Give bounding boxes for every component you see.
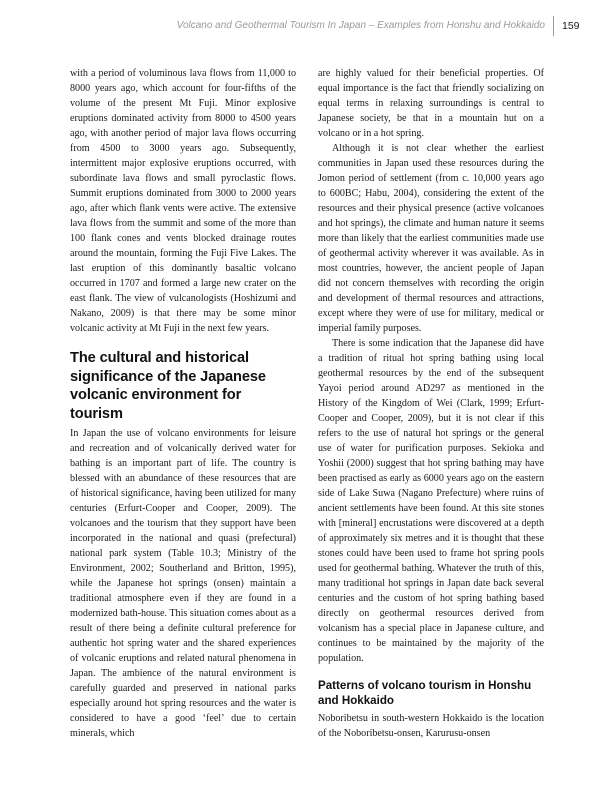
left-column bbox=[70, 66, 296, 741]
paragraph-fuji-history: with a period of voluminous lava flows from 11,000 to 8000 years ago, which account for four-fifths of the volume of the present Mt Fuji. Minor explosive eruptions dominated activity from 8000 to 4500 years ago, with another period of major lava flows occurring from 4500 to 3000 years ago. Subsequently, intermittent major explosive eruptions occurred, with subordinate lava flows and small pyroclastic flows. Summit eruptions dominated from 3000 to 2000 years ago, after which flank vents were active. The extensive lava flows from the summit and some of the more than 100 flank cones and vents blocked drainage routes around the mountain, forming the Fuji Five Lakes. The last eruption of this dominantly basaltic volcano occurred in 1707 and formed a large new crater on the east flank. The view of vulcanologists (Hoshizumi and Nakano, 2009) is that there may be some minor volcanic activity at Mt Fuji in the next few years. bbox=[70, 68, 296, 334]
header-divider bbox=[553, 16, 554, 36]
page-number: 159 bbox=[562, 20, 580, 32]
subsection-heading-patterns: Patterns of volcano tourism in Honshu and Hokkaido bbox=[318, 679, 532, 707]
paragraph-japan-volcano-use: In Japan the use of volcano environments for leisure and recreation and of volcanically derived water for bathing is an important part of life. The country is blessed with an abundance of these resources that are of historical significance, having been utilized for many centuries (Erfurt-Cooper and Cooper, 2009). The volcanoes and the tourism that they support have been incorporated in the national and quasi (prefectural) national park system (Table 10.3; Ministry of the Environment, 2002; Southerland and Britton, 1995), while the Japanese hot springs (onsen) maintain a traditional atmosphere even if they are found in a modernized bath-house. This situation comes about as a result of there being a definite cultural preference for authentic hot spring water and the shared experiences of volcanic eruptions and related natural phenomena in Japan. The ambience of the natural environment is carefully guarded and preserved in national parks especially around hot spring resources and the water is considered to have a good ‘feel’ due to certain minerals, which bbox=[70, 428, 296, 739]
running-title: Volcano and Geothermal Tourism In Japan – Examples from Honshu and Hokkaido bbox=[176, 20, 545, 31]
paragraph-jomon-period: Although it is not clear whether the earliest communities in Japan used these resources during the Jomon period of settlement (from c. 10,000 years ago to 600BC; Habu, 2004), considering the extent of the resources and their physical presence (active volcanoes and hot springs), the climate and human nature it seems more than likely that the earliest communities made use of geothermal activity wherever it was available. As in most countries, however, the ancient people of Japan did not concern themselves with recording the origin and development of thermal resources and attractions, except where they were of use for military, medical or imperial family purposes. bbox=[318, 143, 544, 334]
section-heading-cultural-significance: The cultural and historical significance of the Japanese volcanic environment for tourism bbox=[70, 350, 266, 422]
paragraph-yayoi-period: There is some indication that the Japanese did have a tradition of ritual hot spring bathing using local geothermal resources by the end of the subsequent Yayoi period around AD297 as mentioned in the History of the Kingdom of Wei (Clark, 1999; Erfurt-Cooper and Cooper, 2009), but it is not clear if this refers to the use of natural hot springs or the general use of water for purification purposes. Sekioka and Yoshii (2000) suggest that hot spring bathing may have been practised as early as 6000 years ago on the eastern side of Lake Suwa (Nagano Prefecture) where ruins of ancient settlements have been found. At this site stones with [mineral] encrustations were discovered at a depth of approximately six metres and it is thought that these stones could have been used to frame hot spring pools used for geothermal bathing. Whatever the truth of this, many traditional hot springs in Japan date back several centuries and the custom of hot spring bathing based directly on geothermal resources derived from volcanism has a special place in Japanese culture, and continues to be maintained by the majority of the population. bbox=[318, 338, 544, 664]
page-header bbox=[0, 0, 613, 40]
right-column bbox=[318, 66, 544, 741]
paragraph-noboribetsu: Noboribetsu in south-western Hokkaido is the location of the Noboribetsu-onsen, Karurusu-onsen bbox=[318, 713, 544, 739]
paragraph-beneficial-properties: are highly valued for their beneficial properties. Of equal importance is the fact that friendly socializing on equal terms in relaxing surroundings is central to Japanese society, be that in a mountain hut on a volcano or in a hot spring. bbox=[318, 68, 544, 139]
